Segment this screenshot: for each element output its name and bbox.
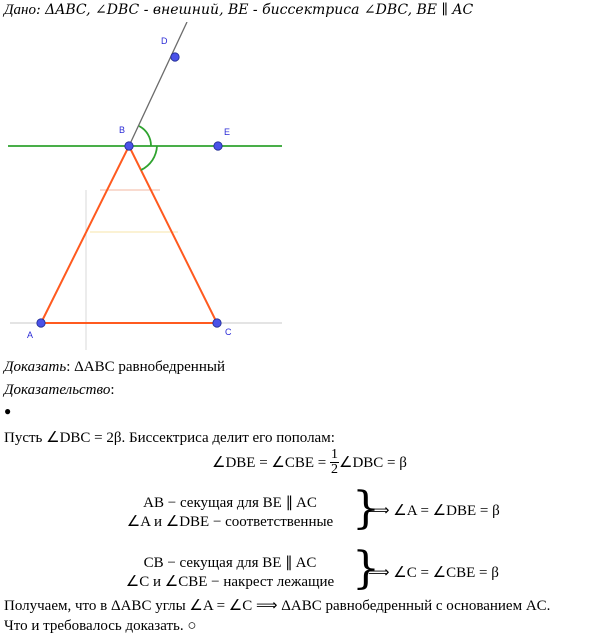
- block2-line1: CB − секущая для BE ∥ AC: [143, 555, 317, 571]
- conclusion: Получаем, что в ΔABC углы ∠A = ∠C ⟹ ΔABC равнобедренный с основанием AC.: [4, 598, 551, 614]
- block2-brace: }: [352, 543, 380, 594]
- block1-line1: AB − секущая для BE ∥ AC: [143, 495, 317, 511]
- given-statement: : ΔABC, ∠DBC - внешний, BE - биссектриса ∠DBC, BE ∥ AC: [36, 2, 474, 18]
- fraction-numerator: 1: [331, 447, 338, 462]
- given-label: Дано: [4, 2, 36, 18]
- prove-line: [4, 359, 225, 376]
- bullet: ●: [4, 404, 12, 418]
- label-d: D: [161, 36, 168, 46]
- given-line: [4, 2, 473, 19]
- proof-label: Доказательство: [4, 382, 111, 398]
- block2-line2: ∠C и ∠CBE − накрест лежащие: [125, 574, 335, 590]
- point-e: [214, 142, 222, 150]
- equation-left: ∠DBE = ∠CBE =: [212, 455, 330, 471]
- fraction-half: [330, 448, 339, 477]
- point-a: [37, 319, 45, 327]
- block1-result: ⟹ ∠A = ∠DBE = β: [368, 503, 500, 519]
- angle-arc-cbe: [141, 146, 157, 170]
- block2-result: ⟹ ∠C = ∠CBE = β: [368, 565, 499, 581]
- prove-label: Доказать: [4, 359, 67, 375]
- prove-statement: : ΔABC равнобедренный: [66, 359, 225, 375]
- point-d: [171, 53, 179, 61]
- proof-line-1: Пусть ∠DBC = 2β. Биссектриса делит его пополам:: [4, 430, 335, 446]
- label-b: B: [119, 125, 126, 135]
- qed: Что и требовалось доказать. ○: [4, 618, 197, 634]
- equation-bisector: [212, 448, 407, 477]
- point-b: [125, 142, 133, 150]
- angle-arc-dbe: [139, 126, 151, 146]
- block1-line2: ∠A и ∠DBE − соответственные: [126, 514, 334, 530]
- block1-brace: }: [352, 483, 380, 534]
- label-a: A: [27, 330, 34, 340]
- point-c: [213, 319, 221, 327]
- label-e: E: [224, 127, 231, 137]
- ray-bd: [129, 22, 187, 146]
- label-c: C: [225, 327, 232, 337]
- equation-right: ∠DBC = β: [339, 455, 407, 471]
- proof-colon: :: [110, 382, 115, 398]
- triangle-abc: [41, 146, 217, 323]
- geometry-figure: [0, 22, 600, 352]
- proof-heading: [4, 382, 115, 399]
- fraction-denominator: 2: [331, 462, 338, 477]
